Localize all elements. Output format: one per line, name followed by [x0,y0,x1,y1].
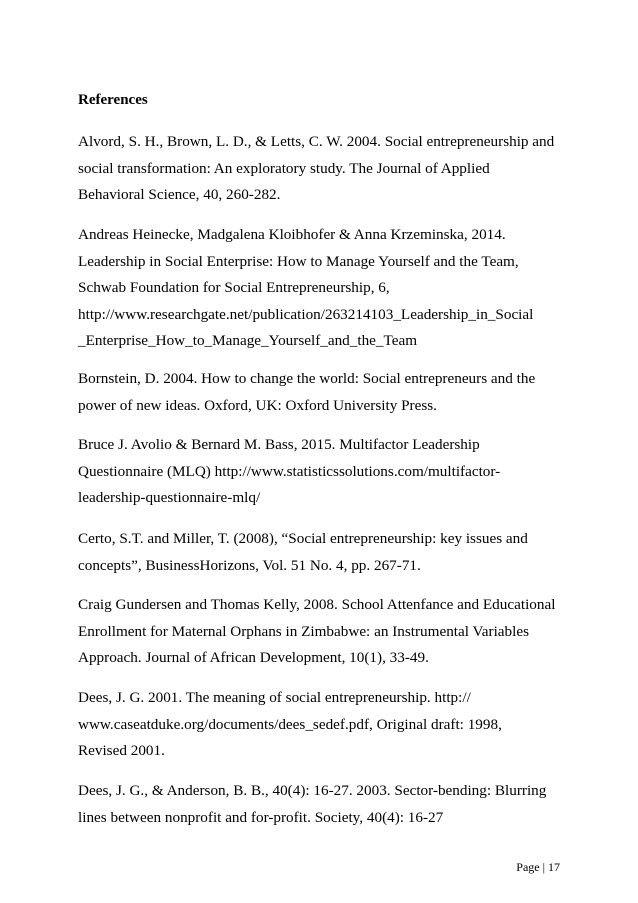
reference-line: Enrollment for Maternal Orphans in Zimbabwe: an Instrumental Variables [78,622,529,640]
reference-line: Andreas Heinecke, Madgalena Kloibhofer & Anna Krzeminska, 2014. [78,226,506,243]
reference-entry-heinecke [78,222,583,355]
reference-line: Schwab Foundation for Social Entrepreneurship, 6, [78,279,390,296]
reference-entry-dees-2001 [78,685,583,765]
reference-entry-certo [78,526,583,579]
reference-entry-avolio [78,432,583,512]
reference-line: Alvord, S. H., Brown, L. D., & Letts, C. W. 2004. Social entrepreneurship and [78,133,555,150]
reference-entry-bornstein [78,366,583,419]
reference-entry-dees-2003 [78,778,583,831]
reference-line: Bruce J. Avolio & Bernard M. Bass, 2015. Multifactor Leadership [78,436,480,453]
reference-line: Revised 2001. [78,742,165,759]
reference-line: Certo, S.T. and Miller, T. (2008), “Social entrepreneurship: key issues and [78,530,528,547]
reference-line: power of new ideas. Oxford, UK: Oxford University Press. [78,396,437,414]
reference-line: Questionnaire (MLQ) http://www.statisticssolutions.com/multifactor- [78,462,501,480]
reference-line: leadership-questionnaire-mlq/ [78,489,261,506]
reference-line: www.caseatduke.org/documents/dees_sedef.pdf, Original draft: 1998, [78,715,502,733]
reference-line: Craig Gundersen and Thomas Kelly, 2008. School Attenfance and Educational [78,596,556,613]
reference-line: _Enterprise_How_to_Manage_Yourself_and_the_Team [78,332,418,349]
page-number: Page | 17 [516,860,560,874]
references-heading: References [78,92,148,108]
reference-line: http://www.researchgate.net/publication/263214103_Leadership_in_Social [78,305,534,323]
reference-line: Approach. Journal of African Development, 10(1), 33-49. [78,649,429,666]
reference-line: Dees, J. G. 2001. The meaning of social entrepreneurship. http:// [78,689,471,706]
reference-entry-gundersen [78,592,583,672]
reference-entry-alvord [78,129,583,209]
reference-line: lines between nonprofit and for-profit. Society, 40(4): 16-27 [78,808,444,826]
reference-line: Bornstein, D. 2004. How to change the world: Social entrepreneurs and the [78,370,536,387]
reference-line: Behavioral Science, 40, 260-282. [78,186,281,203]
reference-line: Dees, J. G., & Anderson, B. B., 40(4): 16-27. 2003. Sector-bending: Blurring [78,782,547,799]
reference-line: Leadership in Social Enterprise: How to Manage Yourself and the Team, [78,252,519,270]
reference-line: concepts”, BusinessHorizons, Vol. 51 No. 4, pp. 267-71. [78,556,421,574]
reference-line: social transformation: An exploratory study. The Journal of Applied [78,159,490,177]
